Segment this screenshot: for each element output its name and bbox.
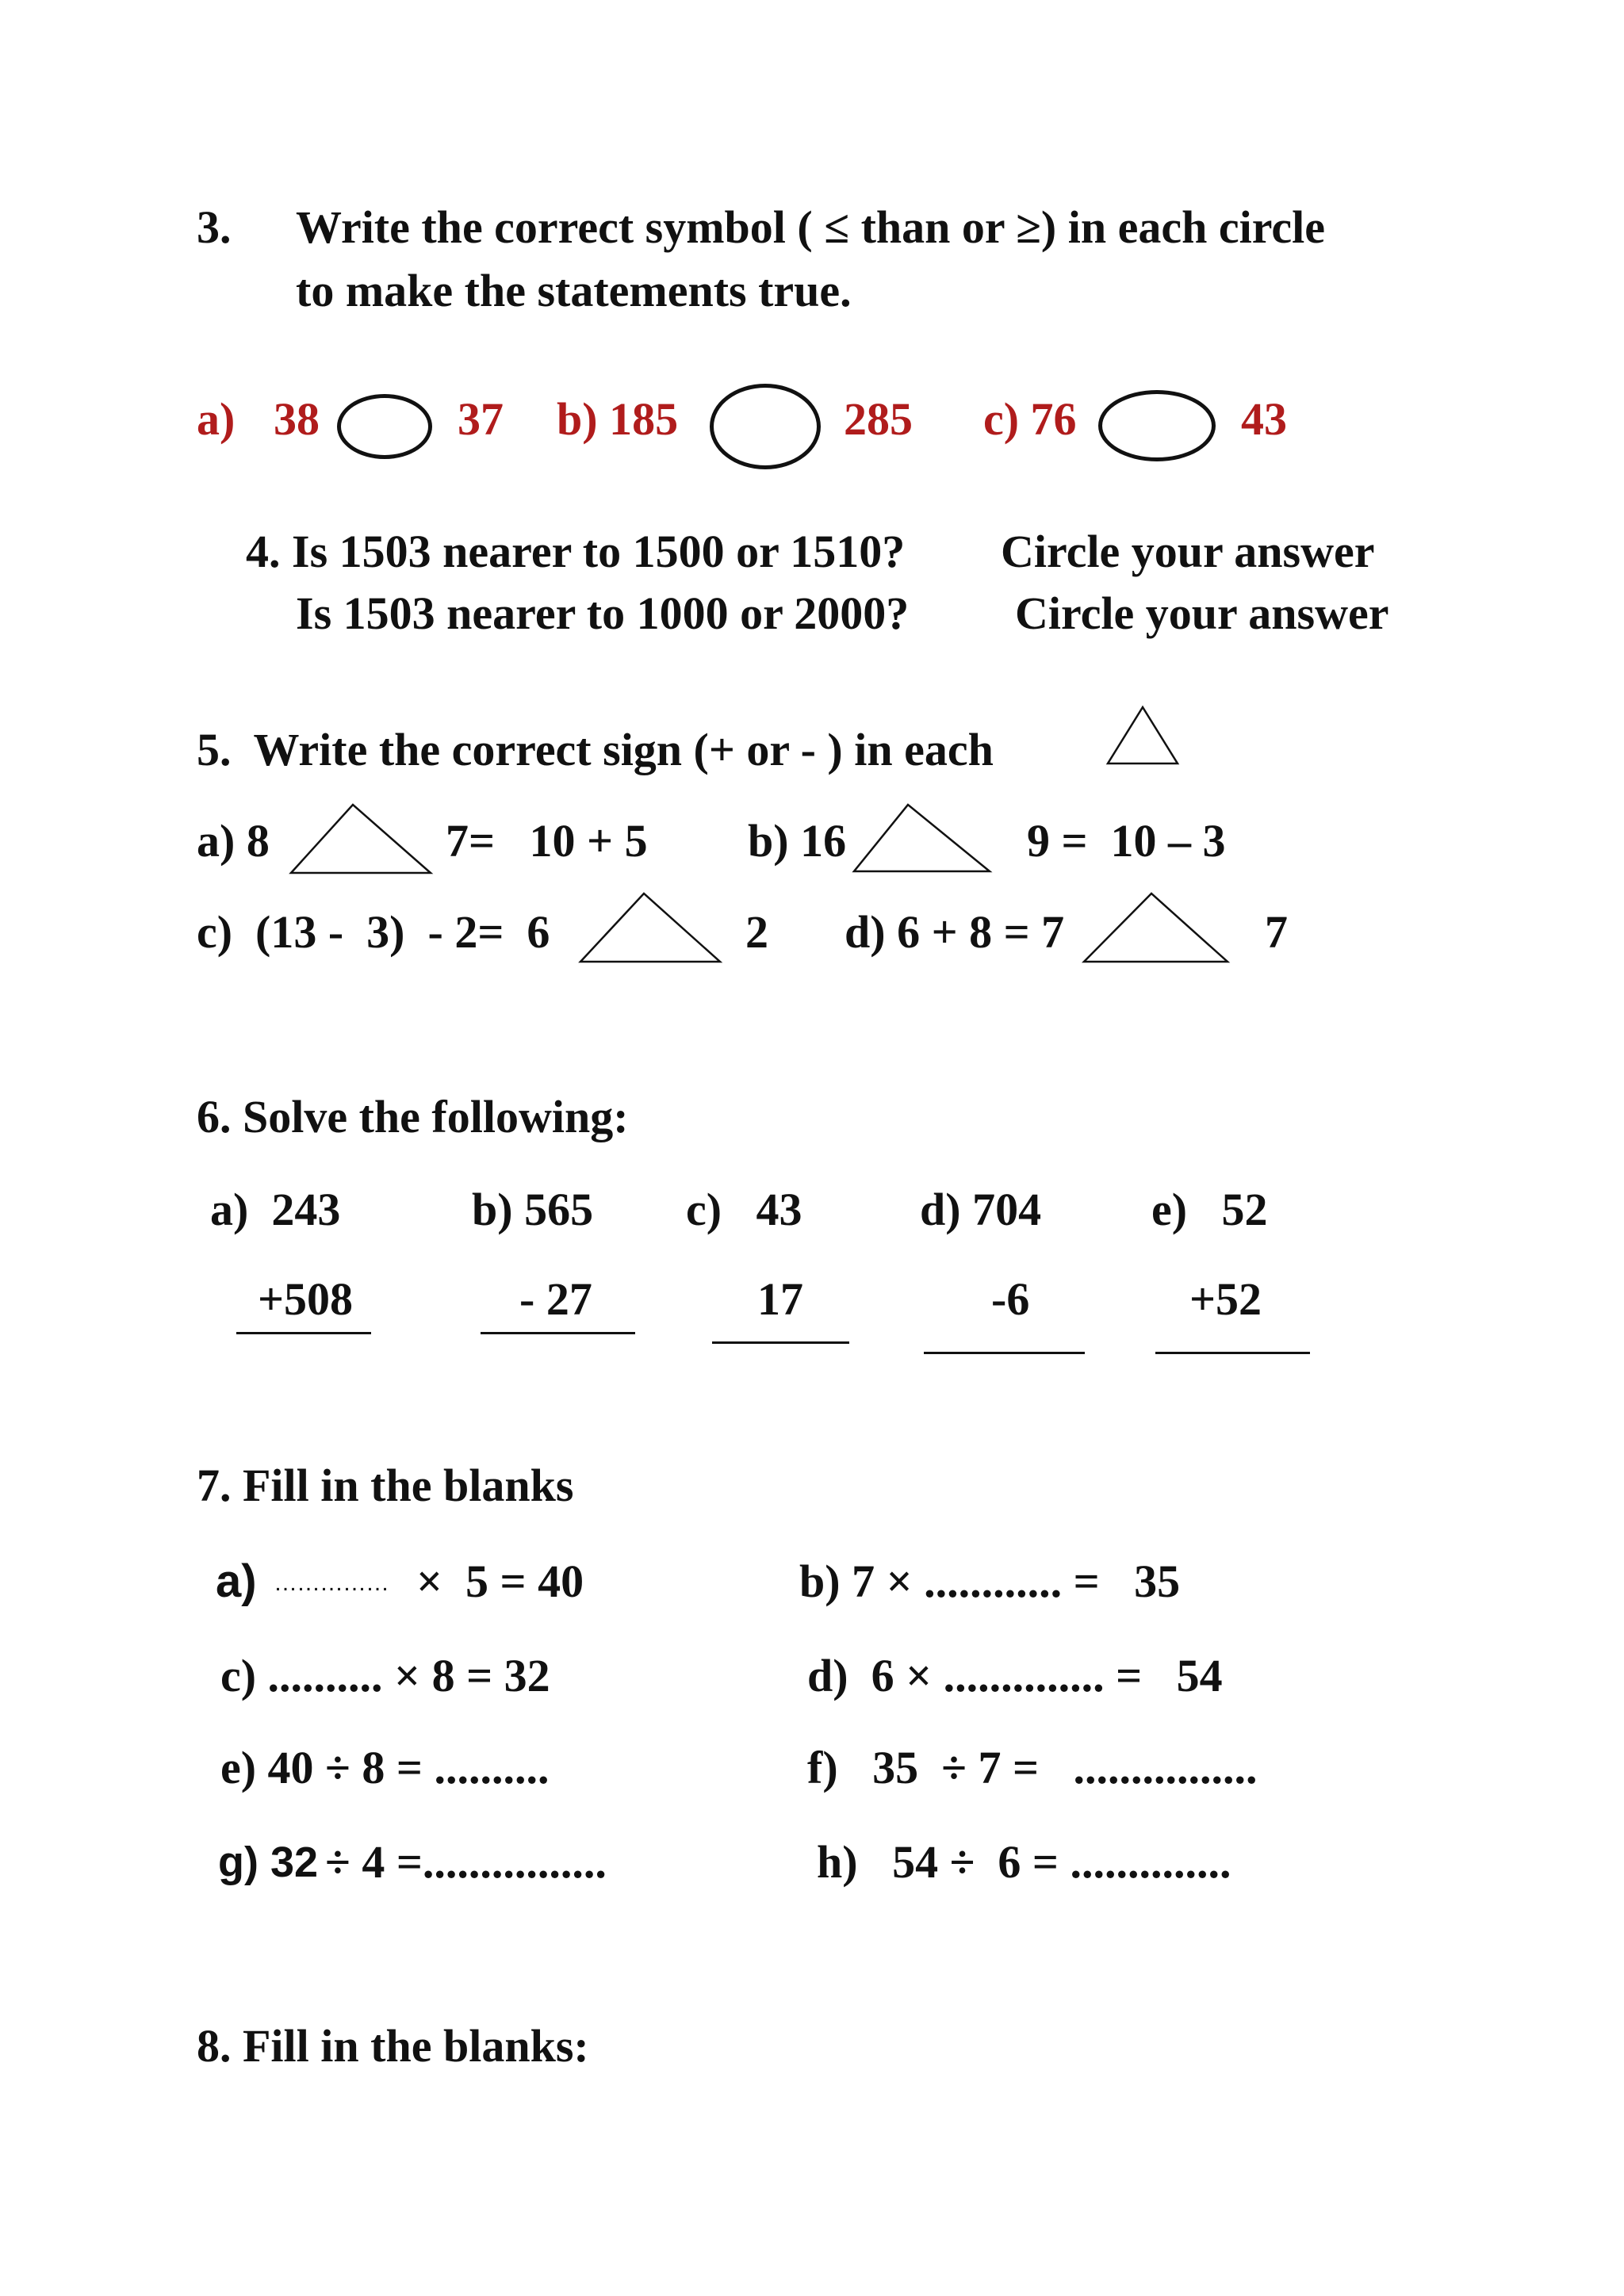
question-3-number: 3.	[197, 201, 232, 253]
q5-d-right: 7	[1265, 906, 1288, 958]
question-8-title: 8. Fill in the blanks:	[197, 2020, 589, 2072]
question-4-line2: Is 1503 nearer to 1000 or 2000?	[296, 587, 910, 639]
q5-a-right: 7= 10 + 5	[446, 815, 648, 867]
q6-a-answer-line	[236, 1332, 371, 1334]
q5-b-sign-triangle[interactable]	[852, 803, 991, 873]
question-3-instruction-line1: Write the correct symbol ( ≤ than or ≥) in each circle	[296, 201, 1326, 253]
question-4-line1-hint: Circle your answer	[1001, 526, 1375, 577]
question-5-title: 5. Write the correct sign (+ or - ) in each	[197, 724, 994, 775]
q7-f-equation: f) 35 ÷ 7 = ................	[807, 1742, 1258, 1793]
q6-c-bottom: 17	[757, 1273, 803, 1325]
q6-b-top: b) 565	[472, 1184, 594, 1235]
q3-b-answer-circle[interactable]	[710, 384, 821, 469]
q6-a-top: a) 243	[210, 1184, 341, 1235]
q5-b-right: 9 = 10 – 3	[1027, 815, 1226, 867]
q3-c-left-number: c) 76	[983, 393, 1077, 445]
q5-c-sign-triangle[interactable]	[579, 892, 722, 963]
q3-b-left-number: b) 185	[557, 393, 679, 445]
q3-a-right-number: 37	[458, 393, 504, 445]
q7-g-label: g) 32	[218, 1839, 319, 1886]
q6-e-answer-line	[1155, 1352, 1310, 1354]
q6-d-bottom: -6	[991, 1273, 1030, 1325]
q7-e-equation: e) 40 ÷ 8 = ..........	[220, 1742, 550, 1793]
q7-a-equation: × 5 = 40	[416, 1556, 584, 1607]
question-4-line1: 4. Is 1503 nearer to 1500 or 1510?	[246, 526, 906, 577]
q7-a-label: a)	[216, 1556, 257, 1607]
q5-a-left: a) 8	[197, 815, 270, 867]
q6-d-answer-line	[924, 1352, 1085, 1354]
question-4-line2-hint: Circle your answer	[1015, 587, 1389, 639]
q6-e-bottom: +52	[1189, 1273, 1262, 1325]
q6-d-top: d) 704	[920, 1184, 1042, 1235]
q5-b-left: b) 16	[748, 815, 847, 867]
q5-c-right: 2	[745, 906, 768, 958]
q6-c-answer-line	[712, 1341, 849, 1344]
q7-d-equation: d) 6 × .............. = 54	[807, 1650, 1223, 1701]
q6-c-top: c) 43	[686, 1184, 802, 1235]
q3-a-answer-circle[interactable]	[337, 394, 432, 459]
q7-g-equation: ÷ 4 =................	[325, 1836, 607, 1888]
q3-c-answer-circle[interactable]	[1098, 390, 1216, 461]
question-6-title: 6. Solve the following:	[197, 1091, 629, 1142]
q7-h-equation: h) 54 ÷ 6 = ..............	[817, 1836, 1231, 1888]
q6-b-answer-line	[481, 1332, 635, 1334]
q3-a-label: a)	[197, 393, 236, 445]
q3-a-left-number: 38	[274, 393, 320, 445]
q6-b-bottom: - 27	[519, 1273, 592, 1325]
q6-a-bottom: +508	[258, 1273, 354, 1325]
q5-a-sign-triangle[interactable]	[289, 803, 432, 874]
triangle-icon	[1106, 706, 1179, 765]
q3-b-right-number: 285	[844, 393, 913, 445]
q5-c-left: c) (13 - 3) - 2= 6	[197, 906, 550, 958]
question-7-title: 7. Fill in the blanks	[197, 1460, 574, 1511]
q5-d-left: d) 6 + 8 = 7	[845, 906, 1065, 958]
q7-a-blank[interactable]: ……………	[274, 1570, 389, 1596]
q7-c-equation: c) .......... × 8 = 32	[220, 1650, 550, 1701]
q6-e-top: e) 52	[1151, 1184, 1268, 1235]
question-3-instruction-line2: to make the statements true.	[296, 265, 852, 316]
q3-c-right-number: 43	[1241, 393, 1287, 445]
q7-b-equation: b) 7 × ............ = 35	[799, 1556, 1181, 1607]
q5-d-sign-triangle[interactable]	[1082, 892, 1229, 963]
